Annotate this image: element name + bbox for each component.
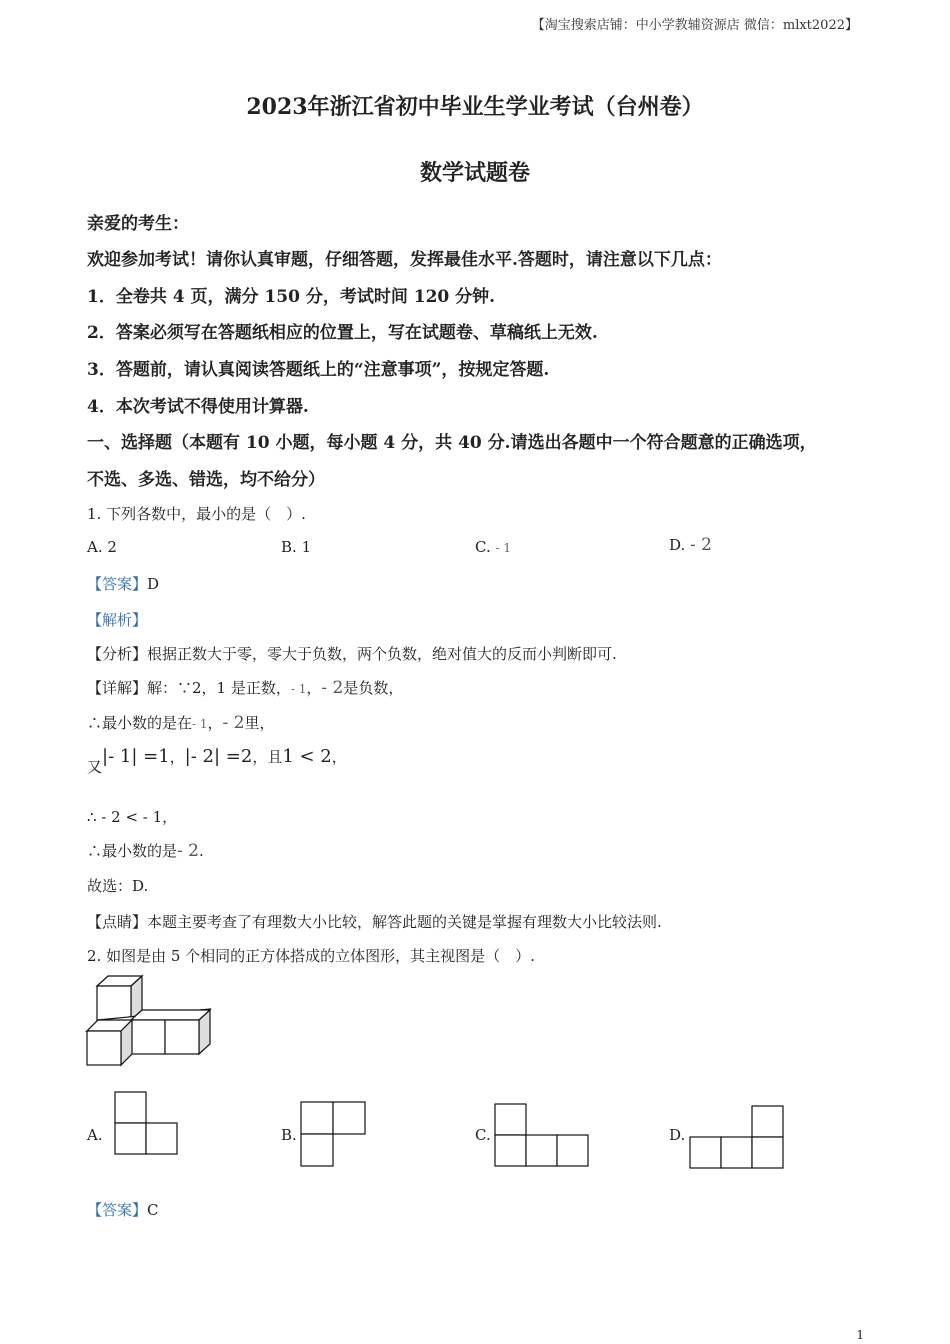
q1-stem: 1. 下列各数中，最小的是（ ）. <box>87 505 306 523</box>
q1-detail: 【详解】解：∵2，1 是正数，- 1，- 2是负数， <box>87 678 404 698</box>
cube-top-face <box>131 1010 210 1020</box>
cube-front-face <box>131 1020 165 1054</box>
exam-title: 2023年浙江省初中毕业生学业考试（台州卷） <box>246 94 704 120</box>
q1-dianjing: 【点睛】本题主要考查了有理数大小比较，解答此题的关键是掌握有理数大小比较法则. <box>87 913 662 931</box>
view-square <box>495 1135 526 1166</box>
view-square <box>526 1135 557 1166</box>
section1-heading-cont: 不选、多选、错选，均不给分） <box>87 470 325 490</box>
cube-front-face <box>87 1031 121 1065</box>
view-square <box>301 1102 333 1134</box>
q2-option-c-label: C. <box>475 1126 491 1144</box>
q2-option-c-figure <box>492 1102 594 1170</box>
q1-option-b: B. 1 <box>281 538 312 556</box>
q1-answer: 【答案】D <box>87 575 160 593</box>
q1-analysis-tag: 【解析】 <box>87 611 148 629</box>
cube-front-face <box>97 986 131 1020</box>
cube-front-face <box>165 1020 199 1054</box>
q1-detail-line2: ∴最小数的是在- 1，- 2里， <box>87 713 275 733</box>
q2-answer: 【答案】C <box>87 1201 159 1219</box>
view-square <box>752 1137 783 1168</box>
q2-solid-figure <box>84 972 214 1070</box>
greeting: 亲爱的考生： <box>87 214 189 234</box>
header-note: 【淘宝搜索店铺：中小学教辅资源店 微信：mlxt2022】 <box>531 18 858 33</box>
view-square <box>495 1104 526 1135</box>
note-1: 1．全卷共 4 页，满分 150 分，考试时间 120 分钟. <box>87 287 496 307</box>
view-square <box>690 1137 721 1168</box>
view-square <box>557 1135 588 1166</box>
q1-option-d: D. - 2 <box>669 535 712 555</box>
q1-detail-line5: ∴最小数的是- 2. <box>87 841 204 861</box>
view-square <box>115 1092 146 1123</box>
view-square <box>721 1137 752 1168</box>
q2-option-b-label: B. <box>281 1126 297 1144</box>
q1-choice: 故选：D. <box>87 877 149 895</box>
section1-heading: 一、选择题（本题有 10 小题，每小题 4 分，共 40 分.请选出各题中一个符合题意的正确选项， <box>87 433 817 453</box>
page-number: 1 <box>856 1328 864 1342</box>
note-2: 2．答案必须写在答题纸相应的位置上，写在试题卷、草稿纸上无效. <box>87 323 598 343</box>
q2-option-a-label: A. <box>87 1126 103 1144</box>
note-3: 3．答题前，请认真阅读答题纸上的“注意事项”，按规定答题. <box>87 360 550 380</box>
q1-detail-line4: ∴ - 2 < - 1， <box>87 808 178 826</box>
view-square <box>301 1134 333 1166</box>
q2-option-d-figure <box>687 1104 789 1172</box>
view-square <box>115 1123 146 1154</box>
q1-fenxi: 【分析】根据正数大于零，零大于负数，两个负数，绝对值大的反而小判断即可. <box>87 645 617 663</box>
q1-detail-line3: 又|- 1| =1，|- 2| =2，且1 < 2， <box>87 746 347 776</box>
q2-option-a-figure <box>112 1090 182 1156</box>
view-square <box>146 1123 177 1154</box>
view-square <box>333 1102 365 1134</box>
q1-option-a: A. 2 <box>87 538 117 556</box>
view-square <box>752 1106 783 1137</box>
q1-option-c: C. - 1 <box>475 538 511 556</box>
note-4: 4．本次考试不得使用计算器. <box>87 397 309 417</box>
q2-option-d-label: D. <box>669 1126 686 1144</box>
exam-subtitle: 数学试题卷 <box>419 160 530 186</box>
q2-stem: 2. 如图是由 5 个相同的正方体搭成的立体图形，其主视图是（ ）. <box>87 947 535 965</box>
q2-option-b-figure <box>298 1100 368 1170</box>
intro: 欢迎参加考试！请你认真审题，仔细答题，发挥最佳水平.答题时，请注意以下几点： <box>87 250 722 270</box>
